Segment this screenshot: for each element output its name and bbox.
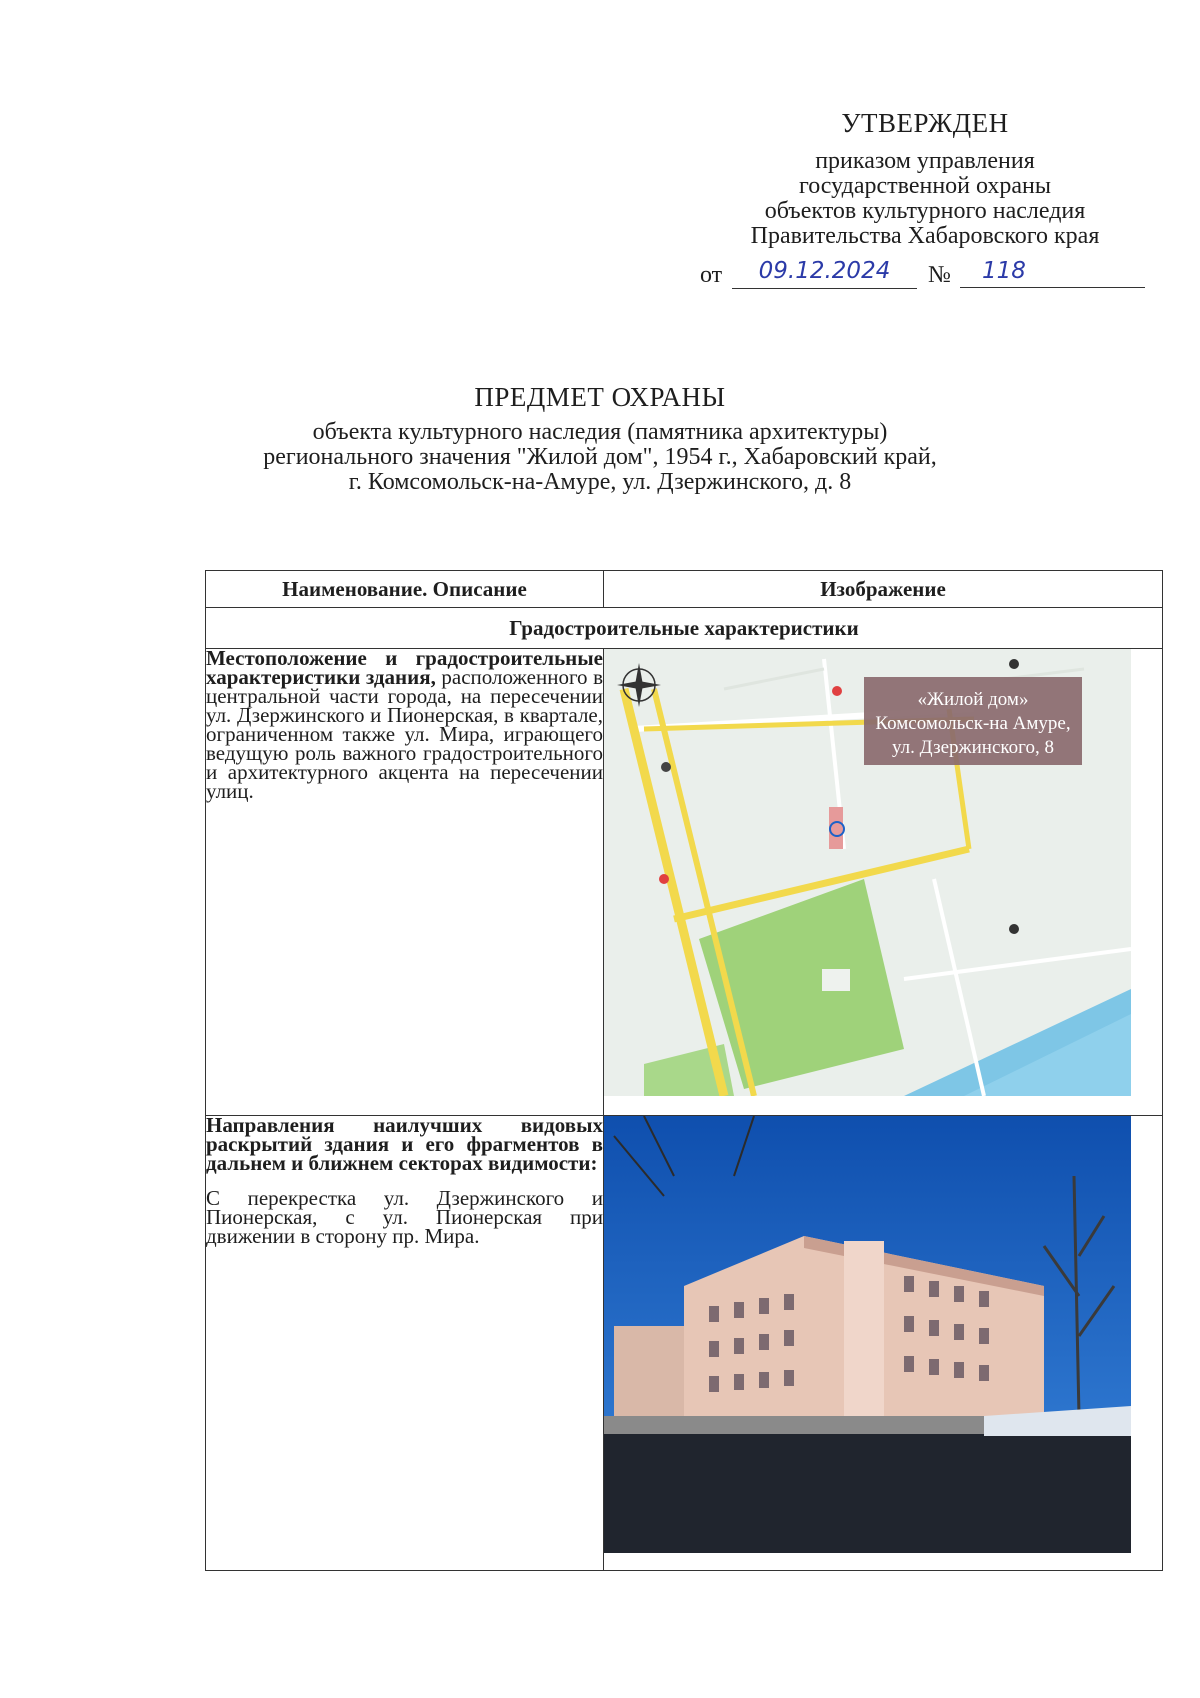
table-row <box>206 649 1163 1116</box>
row-image-cell <box>604 1116 1163 1571</box>
approval-line: государственной охраны <box>798 173 1052 199</box>
subtitle-line: объекта культурного наследия (памятника архитектуры) <box>312 419 888 445</box>
row-description <box>206 1113 604 1571</box>
section-row <box>206 608 1163 649</box>
map-label-line: «Жилой дом» <box>917 689 1029 710</box>
row-heading: Направления наилучших видовых раскрытий здания и его фрагментов в дальнем и ближнем секторах видимости: <box>206 1113 603 1175</box>
row-image-cell <box>604 649 1163 1116</box>
row-heading: Местоположение и градостроительные характеристики здания, <box>206 646 603 689</box>
approval-line: Правительства Хабаровского края <box>750 223 1100 249</box>
date-label: от <box>700 262 723 288</box>
map-label-line: Комсомольск-на Амуре, <box>875 713 1071 734</box>
approval-block <box>690 108 1160 249</box>
document-subtitle <box>0 420 1200 495</box>
row-text: расположенного в центральной части города, на пересечении ул. Дзержинского и Пионерская, в квартале, ограниченном также ул. Мира, играющего ведущую роль важного градостроительного и архитектурного акцента на пересечении улиц. <box>206 665 603 803</box>
handwritten-date: 09.12.2024 <box>732 258 917 289</box>
number-label: № <box>928 262 951 288</box>
subtitle-line: г. Комсомольск-на-Амуре, ул. Дзержинского, д. 8 <box>348 469 852 495</box>
row-description <box>206 646 604 1116</box>
column-header-description: Наименование. Описание <box>206 571 604 608</box>
approval-line: приказом управления <box>815 148 1035 174</box>
map-label-line: ул. Дзержинского, 8 <box>891 737 1055 758</box>
building-photo <box>604 1116 1131 1553</box>
row-text: С перекрестка ул. Дзержинского и Пионерская, с ул. Пионерская при движении в сторону пр. Мира. <box>206 1186 603 1248</box>
order-date-number <box>700 258 1145 292</box>
approval-title: УТВЕРЖДЕН <box>841 108 1009 138</box>
table-row <box>206 1116 1163 1571</box>
table-header-row <box>206 571 1163 608</box>
column-header-image: Изображение <box>604 571 1163 608</box>
approval-line: объектов культурного наследия <box>764 198 1086 224</box>
protection-subject-table <box>205 570 1163 1571</box>
location-map <box>604 649 1131 1096</box>
section-title: Градостроительные характеристики <box>206 608 1163 649</box>
document-title: ПРЕДМЕТ ОХРАНЫ <box>474 382 726 412</box>
handwritten-number: 118 <box>960 258 1145 288</box>
subtitle-line: регионального значения "Жилой дом", 1954 г., Хабаровский край, <box>263 444 937 470</box>
